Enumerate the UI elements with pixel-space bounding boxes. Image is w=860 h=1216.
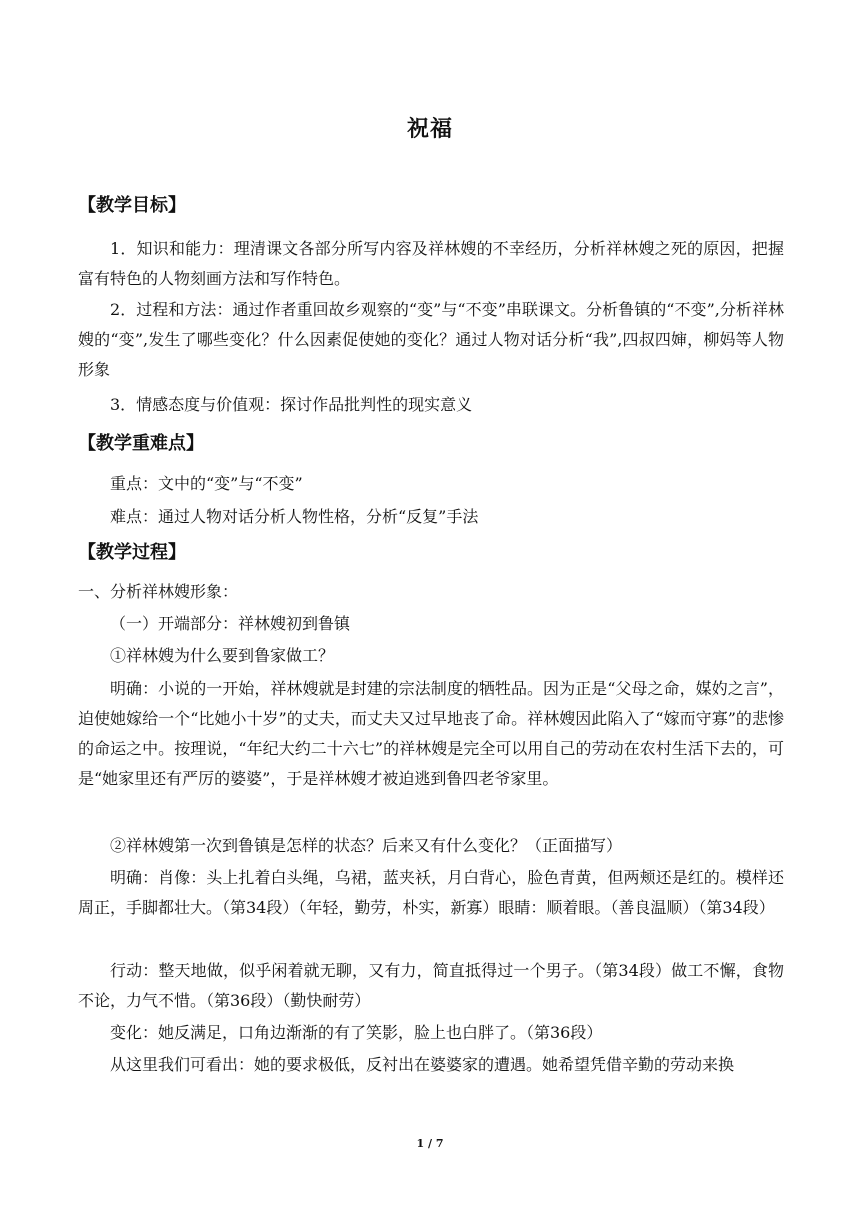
answer-2-portrait: 明确：肖像：头上扎着白头绳，乌裙，蓝夹袄，月白背心，脸色青黄，但两颊还是红的。模样还周正，手脚都壮大。（第34段）（年轻，勤劳，朴实，新寡）眼睛：顺着眼。（善良温顺）（第34段） — [78, 868, 784, 917]
analysis-paragraph: 从这里我们可看出：她的要求极低，反衬出在婆婆家的遭遇。她希望凭借辛勤的劳动来换 — [110, 1055, 735, 1074]
heading-process: 【教学过程】 — [78, 542, 186, 563]
process-part-one: 一、分析祥林嫂形象： — [78, 582, 239, 601]
heading-objectives: 【教学目标】 — [78, 195, 186, 216]
document-title: 祝福 — [406, 117, 453, 142]
answer-2-action: 行动：整天地做，似乎闲着就无聊，又有力，简直抵得过一个男子。（第34段）做工不懈，食物不论，力气不惜。（第36段）（勤快耐劳） — [78, 961, 784, 1010]
page-number: 1 / 7 — [416, 1137, 444, 1150]
objective-knowledge: 1．知识和能力：理清课文各部分所写内容及祥林嫂的不幸经历，分析祥林嫂之死的原因，把握富有特色的人物刻画方法和写作特色。 — [78, 239, 784, 288]
key-point-difficulty: 难点：通过人物对话分析人物性格，分析“反复”手法 — [110, 507, 479, 526]
objective-process: 2．过程和方法：通过作者重回故乡观察的“变”与“不变”串联课文。分析鲁镇的“不变”,分析祥林嫂的“变”,发生了哪些变化？什么因素促使她的变化？通过人物对话分析“我”,四叔四婶，柳妈等人物形象 — [78, 300, 784, 379]
objective-attitude: 3．情感态度与价值观：探讨作品批判性的现实意义 — [110, 395, 473, 414]
process-section-opening: （一）开端部分：祥林嫂初到鲁镇 — [110, 614, 351, 633]
answer-2-change: 变化：她反满足，口角边渐渐的有了笑影，脸上也白胖了。（第36段） — [110, 1023, 603, 1042]
heading-key-points: 【教学重难点】 — [78, 433, 204, 454]
question-1: ①祥林嫂为什么要到鲁家做工？ — [110, 646, 335, 665]
key-point-focus: 重点：文中的“变”与“不变” — [110, 474, 303, 493]
answer-1: 明确：小说的一开始，祥林嫂就是封建的宗法制度的牺牲品。因为正是“父母之命，媒妁之言”，迫使她嫁给一个“比她小十岁”的丈夫，而丈夫又过早地丧了命。祥林嫂因此陷入了“嫁而守寡”的悲惨的命运之中。按理说，“年纪大约二十六七”的祥林嫂是完全可以用自己的劳动在农村生活下去的，可是“她家里还有严厉的婆婆”，于是祥林嫂才被迫逃到鲁四老爷家里。 — [78, 679, 784, 788]
question-2: ②祥林嫂第一次到鲁镇是怎样的状态？后来又有什么变化？（正面描写） — [110, 836, 623, 855]
